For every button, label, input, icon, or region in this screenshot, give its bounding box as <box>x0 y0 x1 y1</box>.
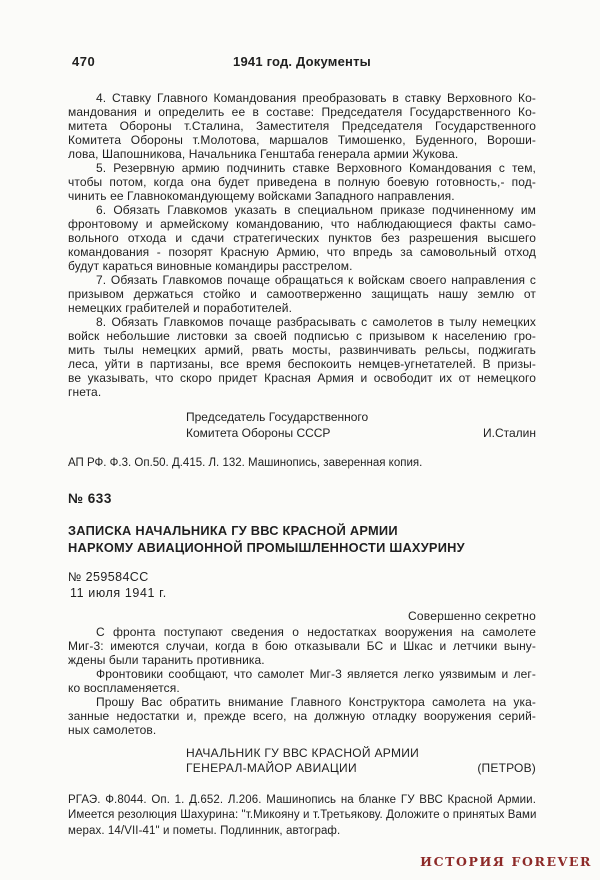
signature-position <box>186 746 419 777</box>
signature-name: И.Сталин <box>483 425 536 440</box>
registration-number: № 259584СС <box>68 569 149 584</box>
text-line: вольного отхода и сдачи стратегических пунктов без разрешения высшего <box>68 231 536 245</box>
document-632 <box>68 91 536 472</box>
signature-block-633 <box>68 746 536 777</box>
text-line: Прошу Вас обратить внимание Главного Конструктора самолета на ука- <box>96 694 536 709</box>
text-line: Фронтовики сообщают, что самолет Миг-3 является легко уязвимым и лег- <box>96 666 536 681</box>
signature-position-line: НАЧАЛЬНИК ГУ ВВС КРАСНОЙ АРМИИ <box>186 745 420 760</box>
paragraph <box>68 161 536 203</box>
signature-position-line: Председатель Государственного <box>186 410 369 424</box>
paragraph <box>68 91 536 161</box>
text-line: Имеется резолюция Шахурина: "т.Микояну и т.Третьякову. Доложите о принятых Вами <box>68 809 537 821</box>
document-number-heading: № 633 <box>68 490 112 506</box>
document-633 <box>68 491 536 840</box>
text-line: 6. Обязать Главкомов указать в специальном приказе подчиненному им <box>96 203 536 217</box>
text-line: С фронта поступают сведения о недостатках вооружения на самолете <box>96 624 536 639</box>
text-line: ных самолетов. <box>68 722 157 737</box>
document-633-body <box>68 625 536 737</box>
signature-position <box>186 410 368 441</box>
text-line: гнета. <box>68 385 102 399</box>
paragraph <box>68 203 536 273</box>
paragraph <box>68 667 536 695</box>
text-line: занные недостатки и, прежде всего, на должную отладку вооружения серий- <box>68 708 536 723</box>
document-title-line: ЗАПИСКА НАЧАЛЬНИКА ГУ ВВС КРАСНОЙ АРМИИ <box>68 522 398 538</box>
text-line: леса, уйти в партизаны, все время беспокоить немцев-угнетателей. В призы- <box>68 357 536 371</box>
running-title: 1941 год. Документы <box>233 54 371 69</box>
text-line: ко воспламеняется. <box>68 680 180 695</box>
document-title-line: НАРКОМУ АВИАЦИОННОЙ ПРОМЫШЛЕННОСТИ ШАХУРИНУ <box>68 539 465 555</box>
text-line: 5. Резервную армию подчинить ставке Верховного Командования с тем, <box>96 161 536 175</box>
watermark: ИСТОРИЯ FOREVER <box>420 854 592 869</box>
text-line: 4. Ставку Главного Командования преобразовать в ставку Верховного Ко- <box>96 91 536 105</box>
text-line: призывом держаться стойко и самоотверженно защищать нашу землю от <box>68 287 536 301</box>
paragraph <box>68 273 536 315</box>
text-line: лова, Шапошникова, Начальника Генштаба генерала армии Жукова. <box>68 147 459 161</box>
signature-position-line: Комитета Обороны СССР <box>186 425 331 440</box>
text-line: немецких грабителей и поработителей. <box>68 301 293 315</box>
text-line: мандования и определить ее в составе: Председателя Государственного Ко- <box>68 105 536 119</box>
signature-position-line: ГЕНЕРАЛ-МАЙОР АВИАЦИИ <box>186 761 357 775</box>
text-line: РГАЭ. Ф.8044. Оп. 1. Д.652. Л.206. Машинопись на бланке ГУ ВВС Красной Армии. <box>68 793 536 806</box>
page-number: 470 <box>72 54 96 69</box>
document-date: 11 июля 1941 г. <box>70 585 167 600</box>
text-line: войск небольшие листовки за своей подписью с призывом к населению гро- <box>68 329 536 343</box>
document-title <box>68 522 536 556</box>
text-line: 8. Обязать Главкомов почаще разбрасывать с самолетов в тылу немецких <box>96 315 536 329</box>
text-line: 7. Обязать Главкомов почаще обращаться к войскам своего направления с <box>96 273 536 287</box>
paragraph <box>68 695 536 737</box>
page-header <box>68 54 536 70</box>
archive-reference-632: АП РФ. Ф.3. Оп.50. Д.415. Л. 132. Машинопись, заверенная копия. <box>68 457 423 469</box>
signature-name: (ПЕТРОВ) <box>477 761 536 775</box>
text-line: митета Обороны т.Сталина, Заместителя Председателя Государственного <box>68 119 536 133</box>
text-line: чтобы потом, когда она будет приведена в полную боевую готовность,- под- <box>68 175 536 189</box>
text-line: мерах. 14/VII-41" и пометы. Подлинник, автограф. <box>68 824 341 837</box>
text-line: ждены были таранить противника. <box>68 652 265 667</box>
text-line: фронтовому и армейскому командованию, что наблюдающиеся факты само- <box>68 217 536 231</box>
document-632-body <box>68 91 536 399</box>
archive-reference-633 <box>68 793 536 840</box>
text-line: чинить ее Главнокомандующему войсками Западного направления. <box>68 189 455 203</box>
text-line: Миг-3: имеются случаи, когда в бою отказывали БС и Шкас и летчики выну- <box>68 638 536 653</box>
text-line: Комитета Обороны т.Молотова, маршалов Тимошенко, Буденного, Вороши- <box>68 133 536 147</box>
text-line: будут караться виновные командиры расстрелом. <box>68 259 353 273</box>
text-line: мить тылы немецких армий, рвать мосты, развинчивать рельсы, поджигать <box>68 343 536 357</box>
paragraph <box>68 625 536 667</box>
text-line: ве указывать, что скоро придет Красная Армия и освободит их от немецкого <box>68 371 536 385</box>
text-line: командования - позорят Красную Армию, что впредь за самовольный отход <box>68 245 536 259</box>
classification-stamp: Совершенно секретно <box>408 608 536 623</box>
signature-block-632 <box>68 410 536 441</box>
paragraph <box>68 315 536 399</box>
